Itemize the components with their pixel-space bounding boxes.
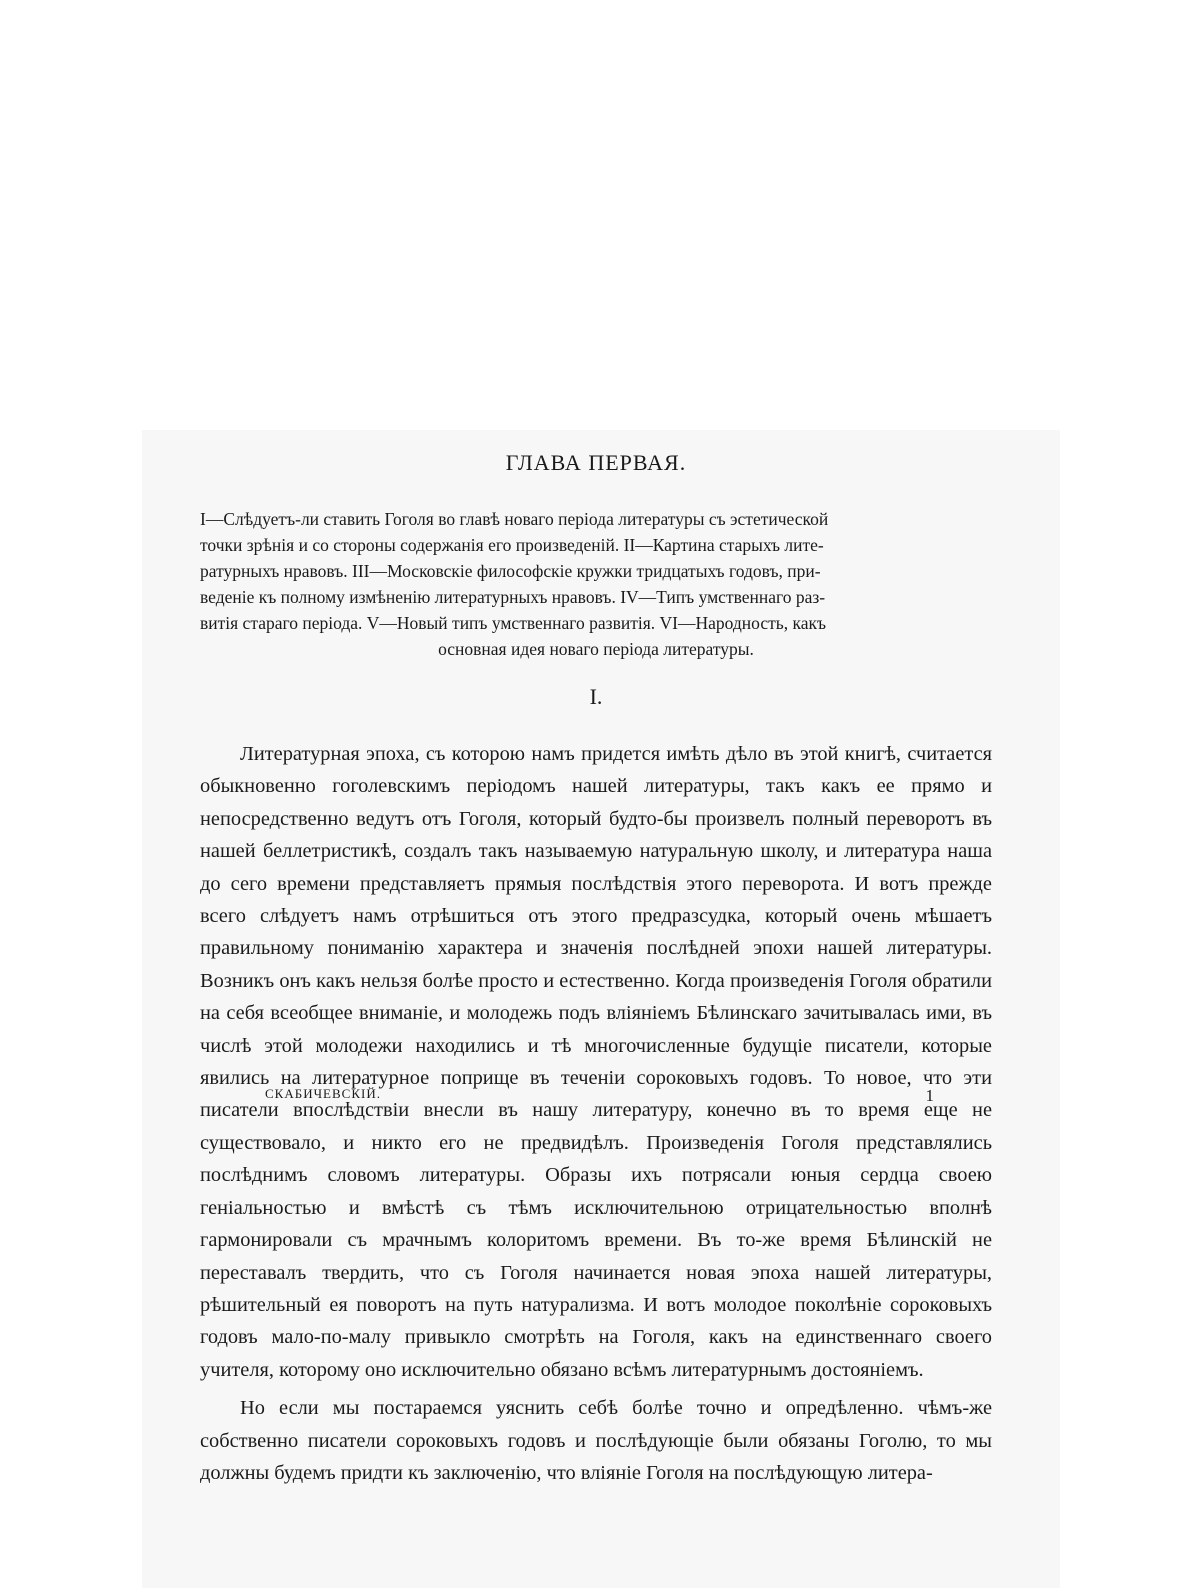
page-number: 1 [925,1086,935,1105]
page-footer [265,1086,935,1108]
page-content [200,450,992,1489]
summary-line: точки зрѣнія и со стороны содержанія его произведеній. II—Картина старыхъ лите- [200,535,824,555]
body-paragraph: Но если мы постараемся уяснить себѣ болѣе точно и опредѣленно. чѣмъ-же собственно писатели сороковыхъ годовъ и послѣдующіе были обязаны Гоголю, то мы должны будемъ придти къ заключенію, что вліяніе Гоголя на послѣдующую литера- [200,1397,992,1484]
summary-line: ратурныхъ нравовъ. III—Московскіе философскіе кружки тридцатыхъ годовъ, при- [200,561,821,581]
signature-mark: СКАБИЧЕВСКІЙ. [265,1086,381,1101]
chapter-title: ГЛАВА ПЕРВАЯ. [505,450,687,475]
body-paragraph: Литературная эпоха, съ которою намъ придется имѣть дѣло въ этой книгѣ, считается обыкновенно гоголевскимъ періодомъ нашей литературы, такъ какъ ее прямо и непосредственно ведутъ отъ Гоголя, который будто-бы произвелъ полный переворотъ въ нашей беллетристикѣ, создалъ такъ называемую натуральную школу, и литература наша до сего времени представляетъ прямыя послѣдствія этого переворота. И вотъ прежде всего слѣдуетъ намъ отрѣшиться отъ этого предразсудка, который очень мѣшаетъ правильному пониманію характера и значенія послѣдней эпохи нашей литературы. Возникъ онъ какъ нельзя болѣе просто и естественно. Когда произведенія Гоголя обратили на себя всеобщее вниманіе, и молодежь подъ вліяніемъ Бѣлинскаго зачитывалась ими, въ числѣ этой молодежи находились и тѣ многочисленные будущіе писатели, которые явились на литературное поприще въ теченіи сороковыхъ годовъ. То новое, что эти писатели впослѣдствіи внесли въ нашу литературу, конечно въ то время еще не существовало, и никто его не предвидѣлъ. Произведенія Гоголя представлялись послѣднимъ словомъ литературы. Образы ихъ потрясали юныя сердца своею геніальностью и вмѣстѣ съ тѣмъ исключительною отрицательностью вполнѣ гармонировали съ мрачнымъ колоритомъ времени. Въ то-же время Бѣлинскій не переставалъ твердить, что съ Гоголя начинается новая эпоха нашей литературы, рѣшительный ея поворотъ на путь натурализма. И вотъ молодое поколѣніе сороковыхъ годовъ мало-по-малу привыкло смотрѣть на Гоголя, какъ на единственнаго своего учителя, которому оно исключительно обязано всѣмъ литературнымъ достояніемъ. [200,743,992,1381]
section-numeral: I. [589,684,603,709]
summary-line: I—Слѣдуетъ-ли ставить Гоголя во главѣ новаго періода литературы съ эстетической [200,509,829,529]
summary-line: витія стараго періода. V—Новый типъ умственнаго развитія. VI—Народность, какъ [200,613,827,633]
summary-line: веденіе къ полному измѣненію литературныхъ нравовъ. IV—Типъ умственнаго раз- [200,587,826,607]
chapter-summary [200,506,992,662]
summary-last-line: основная идея новаго періода литературы. [438,639,754,659]
